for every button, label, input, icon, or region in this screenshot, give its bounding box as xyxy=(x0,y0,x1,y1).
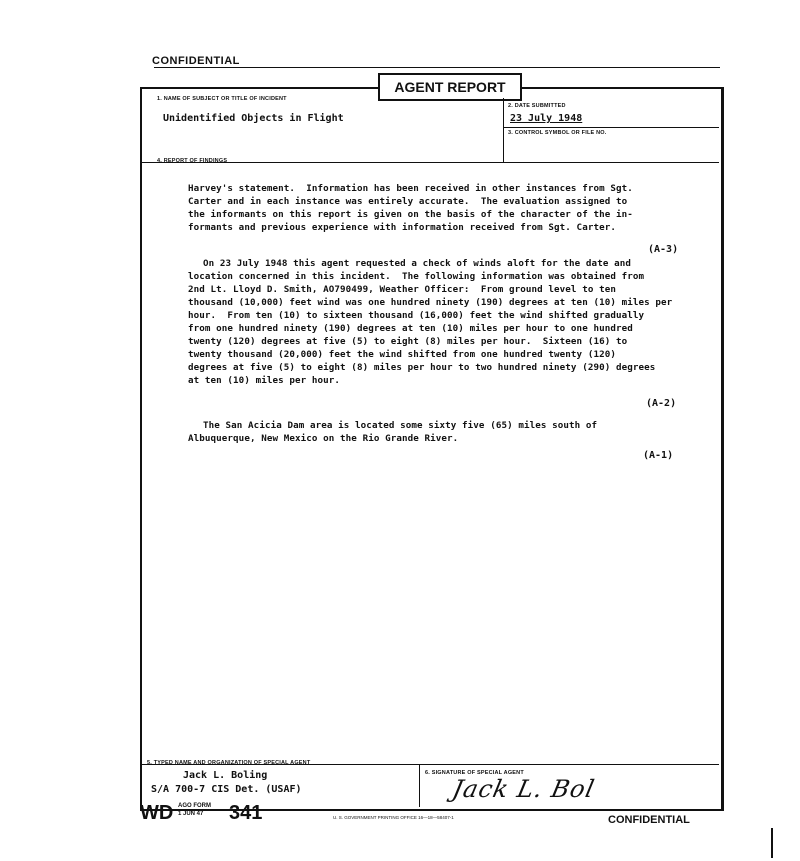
body-line: 2nd Lt. Lloyd D. Smith, AO790499, Weather Officer: From ground level to ten xyxy=(188,284,616,295)
page-edge-mark xyxy=(771,828,773,858)
control-symbol-label: 3. CONTROL SYMBOL OR FILE NO. xyxy=(508,130,607,136)
findings-label: 4. REPORT OF FINDINGS xyxy=(157,158,228,164)
agent-name: Jack L. Boling xyxy=(183,770,268,781)
classification-marking-top: CONFIDENTIAL xyxy=(152,55,240,67)
body-line: thousand (10,000) feet wind was one hundred ninety (190) degrees at ten (10) miles per xyxy=(188,297,673,308)
subject-value: Unidentified Objects in Flight xyxy=(163,113,344,124)
body-line: twenty (120) degrees at five (5) to eight (8) miles per hour. Sixteen (16) to xyxy=(188,336,628,347)
signature-label: 6. SIGNATURE OF SPECIAL AGENT xyxy=(425,770,524,776)
classification-marking-bottom: CONFIDENTIAL xyxy=(608,814,690,826)
form-prefix: WD xyxy=(140,802,174,824)
body-line: Harvey's statement. Information has been received in other instances from Sgt. xyxy=(188,183,633,194)
form-small-top: AGO FORM xyxy=(178,803,211,809)
body-line: location concerned in this incident. The following information was obtained from xyxy=(188,271,645,282)
evaluation-ref-a3: (A-3) xyxy=(648,244,679,255)
evaluation-ref-a2: (A-2) xyxy=(646,398,677,409)
signature-handwriting: Jack L. Bol xyxy=(450,775,598,803)
agent-organization: S/A 700-7 CIS Det. (USAF) xyxy=(151,784,302,795)
body-line: Albuquerque, New Mexico on the Rio Grande River. xyxy=(188,433,459,444)
date-value: 23 July 1948 xyxy=(510,113,583,124)
date-field-label: 2. DATE SUBMITTED xyxy=(508,103,566,109)
signature-field-divider xyxy=(419,764,420,807)
body-line: degrees at five (5) to eight (8) miles per hour to two hundred ninety (290) degrees xyxy=(188,362,656,373)
form-number: 341 xyxy=(229,802,263,824)
evaluation-ref-a1: (A-1) xyxy=(643,450,674,461)
body-line: the informants on this report is given on the basis of the character of the in- xyxy=(188,209,633,220)
agent-name-label: 5. TYPED NAME AND ORGANIZATION OF SPECIAL AGENT xyxy=(147,760,311,766)
printing-office-note: U. S. GOVERNMENT PRINTING OFFICE 16—18—58407-1 xyxy=(333,815,454,820)
body-line: The San Acicia Dam area is located some sixty five (65) miles south of xyxy=(203,420,598,431)
body-line: On 23 July 1948 this agent requested a check of winds aloft for the date and xyxy=(203,258,631,269)
body-line: at ten (10) miles per hour. xyxy=(188,375,341,386)
body-line: formants and previous experience with information received from Sgt. Carter. xyxy=(188,222,616,233)
body-line: hour. From ten (10) to sixteen thousand (16,000) feet the wind shifted gradually xyxy=(188,310,645,321)
form-small-bottom: 1 JUN 47 xyxy=(178,811,204,817)
body-line: Carter and in each instance was entirely accurate. The evaluation assigned to xyxy=(188,196,628,207)
field-divider-vertical xyxy=(503,98,504,162)
header-rule xyxy=(154,67,720,68)
form-title: AGENT REPORT xyxy=(378,73,522,101)
subject-field-label: 1. NAME OF SUBJECT OR TITLE OF INCIDENT xyxy=(157,96,287,102)
body-line: twenty thousand (20,000) feet the wind shifted from one hundred twenty (120) xyxy=(188,349,616,360)
date-field-divider xyxy=(503,127,719,128)
body-line: from one hundred ninety (190) degrees at ten (10) miles per hour to one hundred xyxy=(188,323,633,334)
